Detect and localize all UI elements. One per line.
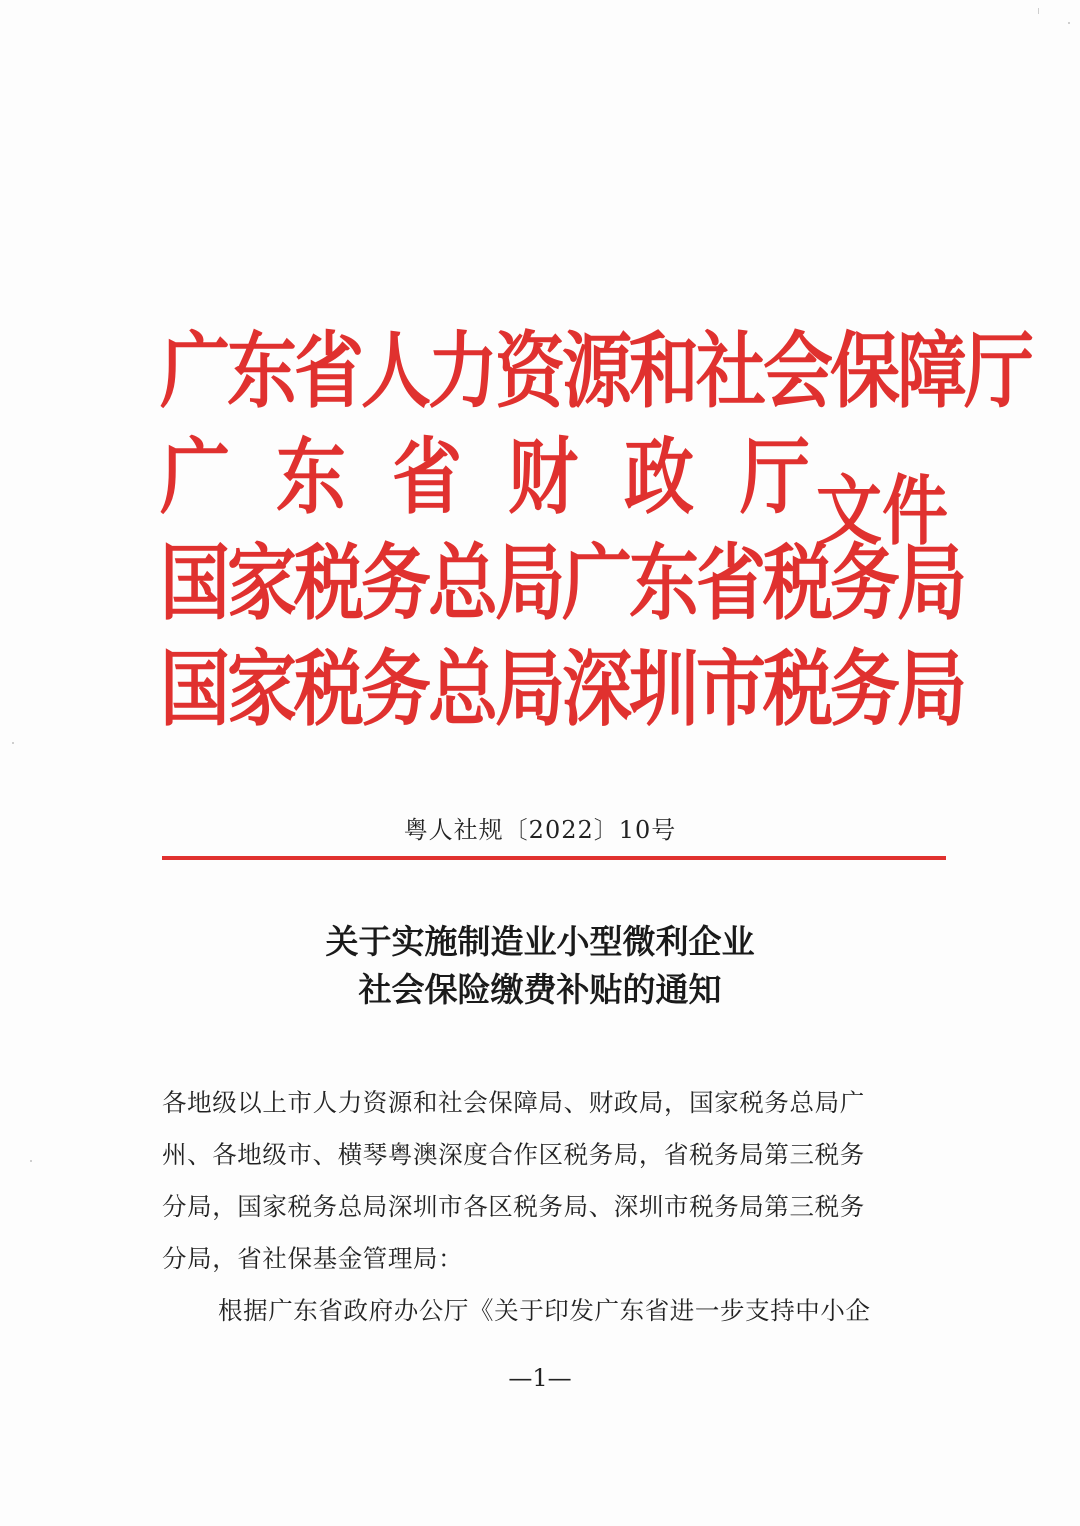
body-line: 州、各地级市、横琴粤澳深度合作区税务局，省税务局第三税务: [162, 1140, 865, 1169]
title-line: 关于实施制造业小型微利企业: [325, 922, 755, 961]
red-separator-line: [162, 856, 946, 860]
issuer-line: 广东省人力资源和社会保障厅: [160, 322, 1031, 420]
document-body: [162, 1077, 952, 1337]
page-number: —1—: [508, 1364, 572, 1392]
body-line: 根据广东省政府办公厅《关于印发广东省进一步支持中小企: [218, 1296, 871, 1325]
scan-mark: [1068, 22, 1070, 24]
document-number: 粤人社规〔2022〕10号: [403, 816, 677, 844]
body-line: 分局，省社保基金管理局：: [162, 1244, 464, 1273]
body-line: 分局，国家税务总局深圳市各区税务局、深圳市税务局第三税务: [162, 1192, 865, 1221]
issuer-line: 国家税务总局广东省税务局: [160, 534, 964, 632]
issuer-line: 广东省财政厅: [160, 428, 856, 526]
body-line: 各地级以上市人力资源和社会保障局、财政局，国家税务总局广: [162, 1088, 865, 1117]
scan-mark: [1038, 8, 1039, 14]
scan-mark: [30, 1160, 32, 1162]
title-line: 社会保险缴费补贴的通知: [358, 970, 722, 1009]
document-title: [0, 918, 1080, 1014]
issuer-line: 国家税务总局深圳市税务局: [160, 640, 964, 738]
document-type-label: 文件: [816, 467, 948, 556]
scan-mark: [12, 742, 14, 744]
